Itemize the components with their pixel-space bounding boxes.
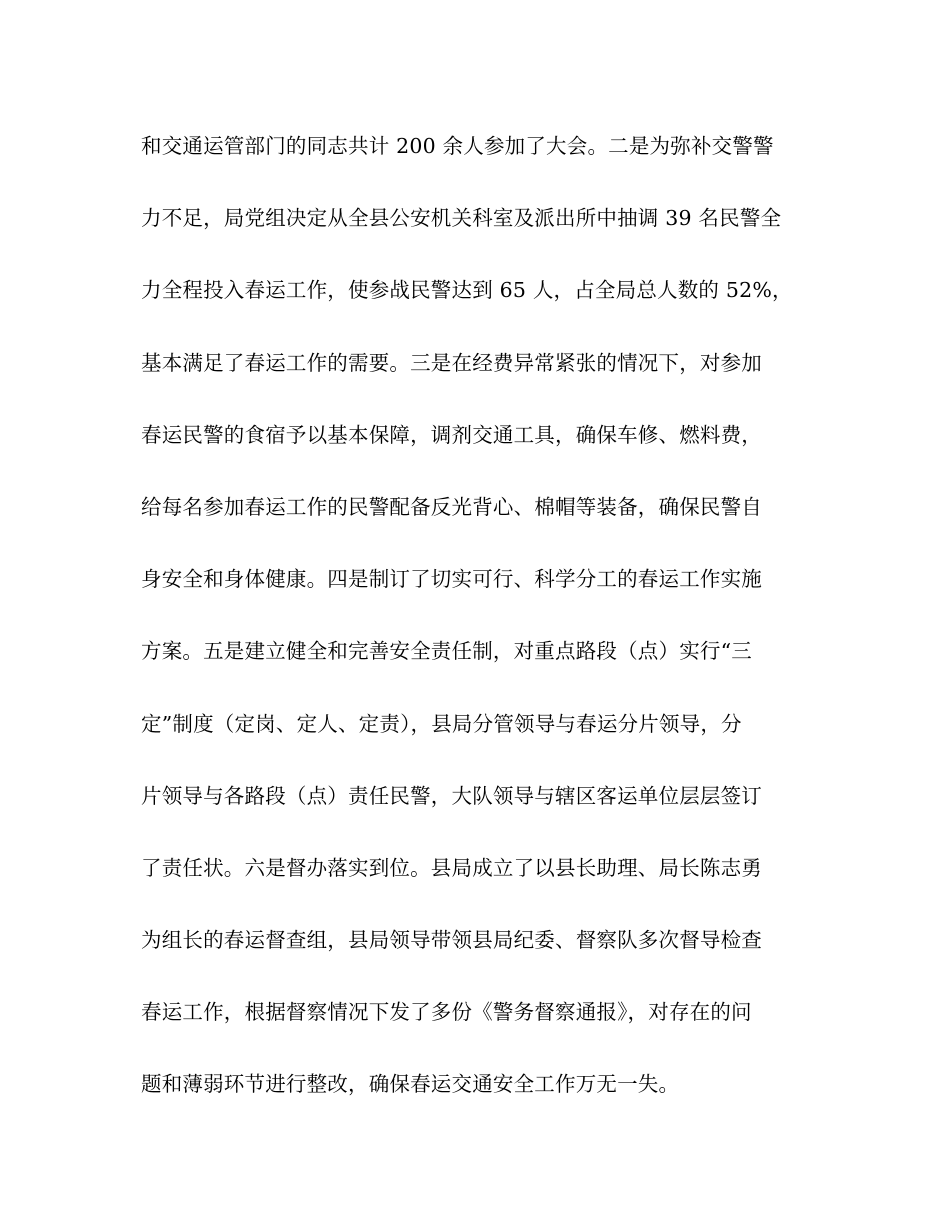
- text-line: 身安全和身体健康。四是制订了切实可行、科学分工的春运工作实施: [141, 567, 762, 592]
- text-line: 方案。五是建立健全和完善安全责任制，对重点路段（点）实行“三: [141, 639, 752, 664]
- text-line: 定”制度（定岗、定人、定责），县局分管领导与春运分片领导，分: [141, 711, 742, 736]
- text-line: 给每名参加春运工作的民警配备反光背心、棉帽等装备，确保民警自: [141, 494, 762, 519]
- text-line: 春运工作，根据督察情况下发了多份《警务督察通报》，对存在的问: [141, 1000, 752, 1025]
- body-text: [141, 128, 821, 1139]
- text-line: 题和薄弱环节进行整改，确保春运交通安全工作万无一失。: [141, 1072, 680, 1097]
- text-line: 片领导与各路段（点）责任民警，大队领导与辖区客运单位层层签订: [141, 783, 762, 808]
- text-line: 基本满足了春运工作的需要。三是在经费异常紧张的情况下，对参加: [141, 350, 762, 375]
- text-line: 为组长的春运督查组，县局领导带领县局纪委、督察队多次督导检查: [141, 928, 762, 953]
- text-line: 了责任状。六是督办落实到位。县局成立了以县长助理、局长陈志勇: [141, 855, 762, 880]
- text-line: 春运民警的食宿予以基本保障，调剂交通工具，确保车修、燃料费，: [141, 422, 762, 447]
- text-line: 力不足，局党组决定从全县公安机关科室及派出所中抽调 39 名民警全: [141, 206, 782, 231]
- text-line: 和交通运管部门的同志共计 200 余人参加了大会。二是为弥补交警警: [141, 134, 774, 158]
- text-line: 力全程投入春运工作，使参战民警达到 65 人，占全局总人数的 52%，: [141, 278, 793, 303]
